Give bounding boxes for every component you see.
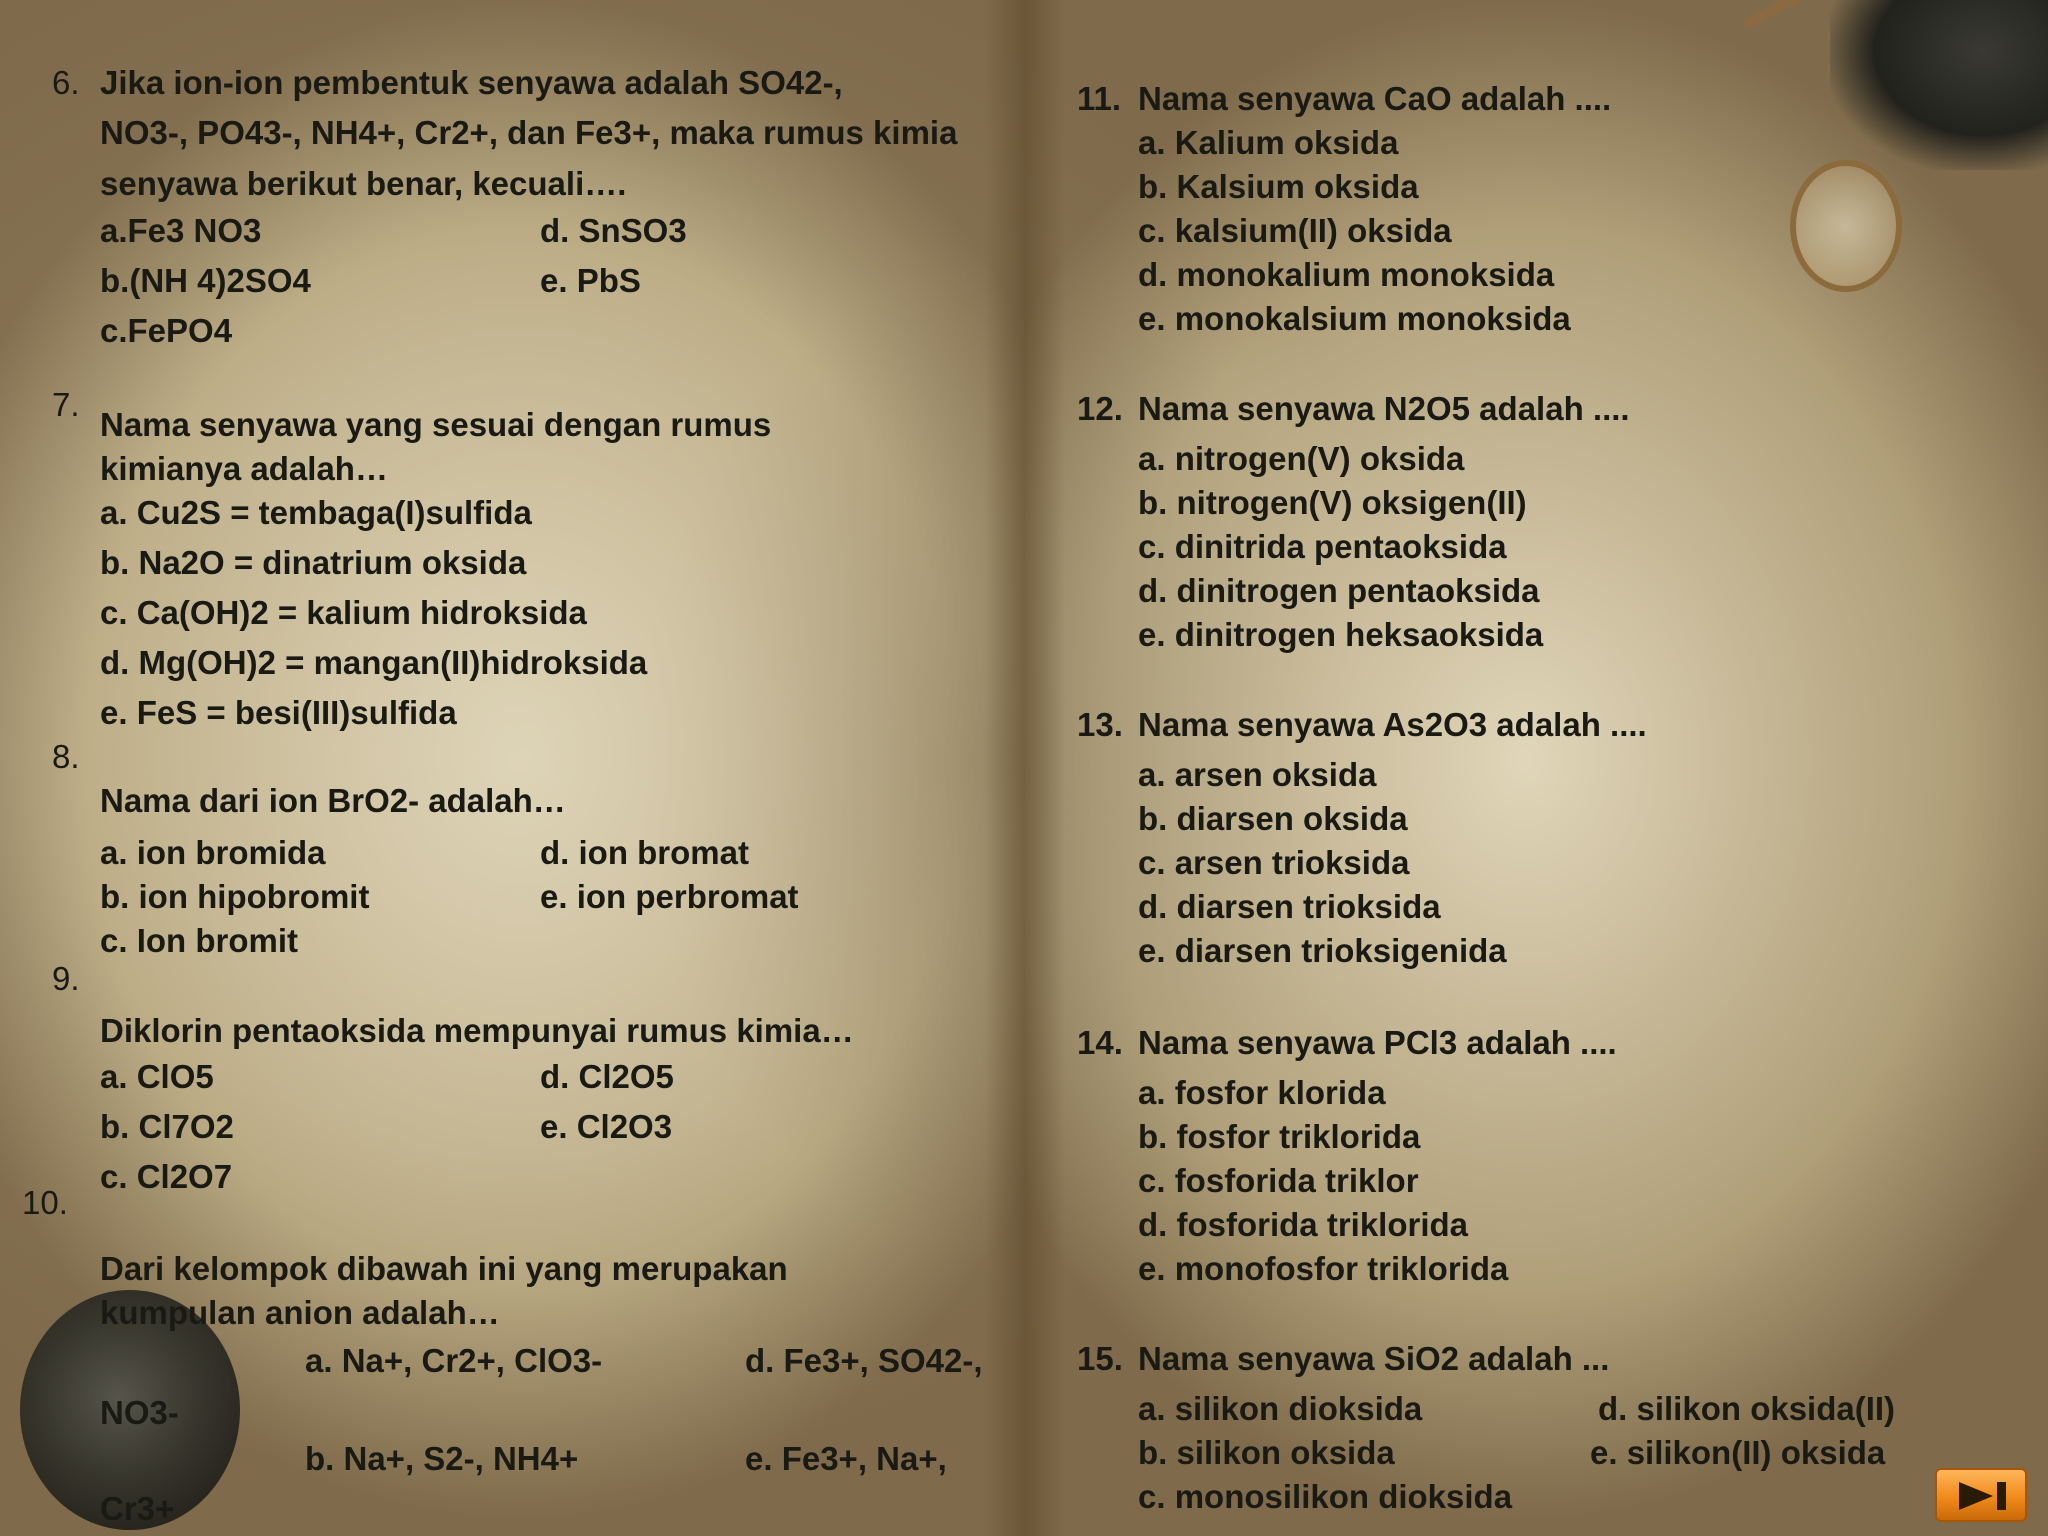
question-number: 6. bbox=[52, 64, 80, 101]
question-number: 11. bbox=[1077, 80, 1122, 117]
question-stem: Nama senyawa yang sesuai dengan rumus bbox=[100, 406, 772, 443]
question-number: 10. bbox=[22, 1184, 68, 1221]
question-stem: kimianya adalah… bbox=[100, 450, 388, 487]
question-number: 8. bbox=[52, 738, 80, 775]
option-d: d. monokalium monoksida bbox=[1138, 256, 1555, 293]
option-b: b. nitrogen(V) oksigen(II) bbox=[1138, 484, 1527, 521]
option-c: c. Ca(OH)2 = kalium hidroksida bbox=[100, 594, 587, 631]
option-c: c. Cl2O7 bbox=[100, 1158, 233, 1195]
option-d-continued: NO3- bbox=[100, 1394, 179, 1431]
question-number: 13. bbox=[1077, 706, 1123, 743]
question-stem: Nama senyawa CaO adalah .... bbox=[1138, 80, 1612, 117]
option-d: d. fosforida triklorida bbox=[1138, 1206, 1469, 1243]
option-b: b. Na+, S2-, NH4+ bbox=[305, 1440, 579, 1477]
option-a: a. silikon dioksida bbox=[1138, 1390, 1423, 1427]
option-c: c. Ion bromit bbox=[100, 922, 298, 959]
option-a: a. Kalium oksida bbox=[1138, 124, 1399, 161]
option-b: b. fosfor triklorida bbox=[1138, 1118, 1421, 1155]
option-a: a. Na+, Cr2+, ClO3- bbox=[305, 1342, 603, 1379]
option-b: b. silikon oksida bbox=[1138, 1434, 1395, 1471]
option-d: d. SnSO3 bbox=[540, 212, 687, 249]
question-stem: Nama senyawa PCl3 adalah .... bbox=[1138, 1024, 1617, 1061]
option-d: d. Mg(OH)2 = mangan(II)hidroksida bbox=[100, 644, 648, 681]
option-a: a. Cu2S = tembaga(I)sulfida bbox=[100, 494, 532, 531]
question-number: 12. bbox=[1077, 390, 1123, 427]
option-e: e. Cl2O3 bbox=[540, 1108, 673, 1145]
question-number: 15. bbox=[1077, 1340, 1123, 1377]
option-a: a. ion bromida bbox=[100, 834, 326, 871]
option-d: d. diarsen trioksida bbox=[1138, 888, 1441, 925]
question-number: 14. bbox=[1077, 1024, 1123, 1061]
option-b: b.(NH 4)2SO4 bbox=[100, 262, 311, 299]
option-c: c. monosilikon dioksida bbox=[1138, 1478, 1513, 1515]
option-d: d. Fe3+, SO42-, bbox=[745, 1342, 983, 1379]
option-b: b. diarsen oksida bbox=[1138, 800, 1408, 837]
question-stem: Dari kelompok dibawah ini yang merupakan bbox=[100, 1250, 788, 1287]
question-stem: kumpulan anion adalah… bbox=[100, 1294, 500, 1331]
option-d: d. ion bromat bbox=[540, 834, 749, 871]
inkwell-decoration bbox=[1830, 0, 2048, 170]
question-stem: Nama senyawa N2O5 adalah .... bbox=[1138, 390, 1630, 427]
option-a: a. ClO5 bbox=[100, 1058, 214, 1095]
question-stem: Nama senyawa SiO2 adalah ... bbox=[1138, 1340, 1610, 1377]
option-d: d. Cl2O5 bbox=[540, 1058, 674, 1095]
next-play-icon bbox=[1951, 1479, 2015, 1513]
option-e-continued: Cr3+ bbox=[100, 1490, 175, 1527]
option-a: a. fosfor klorida bbox=[1138, 1074, 1386, 1111]
question-stem: Nama dari ion BrO2- adalah… bbox=[100, 782, 566, 819]
option-e: e. FeS = besi(III)sulfida bbox=[100, 694, 457, 731]
option-b: b. Cl7O2 bbox=[100, 1108, 234, 1145]
option-b: b. Kalsium oksida bbox=[1138, 168, 1419, 205]
option-e: e. silikon(II) oksida bbox=[1590, 1434, 1886, 1471]
option-e: e. dinitrogen heksaoksida bbox=[1138, 616, 1544, 653]
option-d: d. dinitrogen pentaoksida bbox=[1138, 572, 1540, 609]
option-c: c.FePO4 bbox=[100, 312, 233, 349]
option-d: d. silikon oksida(II) bbox=[1598, 1390, 1896, 1427]
question-number: 9. bbox=[52, 960, 80, 997]
next-slide-button[interactable] bbox=[1935, 1468, 2027, 1522]
question-stem: NO3-, PO43-, NH4+, Cr2+, dan Fe3+, maka rumus kimia bbox=[100, 114, 958, 151]
option-a: a.Fe3 NO3 bbox=[100, 212, 262, 249]
book-gutter bbox=[985, 0, 1065, 1536]
option-e: e. monokalsium monoksida bbox=[1138, 300, 1571, 337]
option-c: c. arsen trioksida bbox=[1138, 844, 1410, 881]
question-number: 7. bbox=[52, 386, 80, 423]
option-a: a. nitrogen(V) oksida bbox=[1138, 440, 1465, 477]
option-c: c. fosforida triklor bbox=[1138, 1162, 1419, 1199]
option-e: e. PbS bbox=[540, 262, 641, 299]
question-stem: Nama senyawa As2O3 adalah .... bbox=[1138, 706, 1647, 743]
option-b: b. ion hipobromit bbox=[100, 878, 370, 915]
option-e: e. diarsen trioksigenida bbox=[1138, 932, 1507, 969]
question-stem: Jika ion-ion pembentuk senyawa adalah SO42-, bbox=[100, 64, 843, 101]
spectacles-decoration bbox=[1790, 160, 1902, 292]
option-b: b. Na2O = dinatrium oksida bbox=[100, 544, 527, 581]
question-stem: senyawa berikut benar, kecuali…. bbox=[100, 165, 627, 202]
option-e: e. monofosfor triklorida bbox=[1138, 1250, 1509, 1287]
question-stem: Diklorin pentaoksida mempunyai rumus kimia… bbox=[100, 1012, 854, 1049]
option-e: e. Fe3+, Na+, bbox=[745, 1440, 947, 1477]
option-a: a. arsen oksida bbox=[1138, 756, 1377, 793]
option-c: c. kalsium(II) oksida bbox=[1138, 212, 1452, 249]
option-c: c. dinitrida pentaoksida bbox=[1138, 528, 1507, 565]
option-e: e. ion perbromat bbox=[540, 878, 799, 915]
